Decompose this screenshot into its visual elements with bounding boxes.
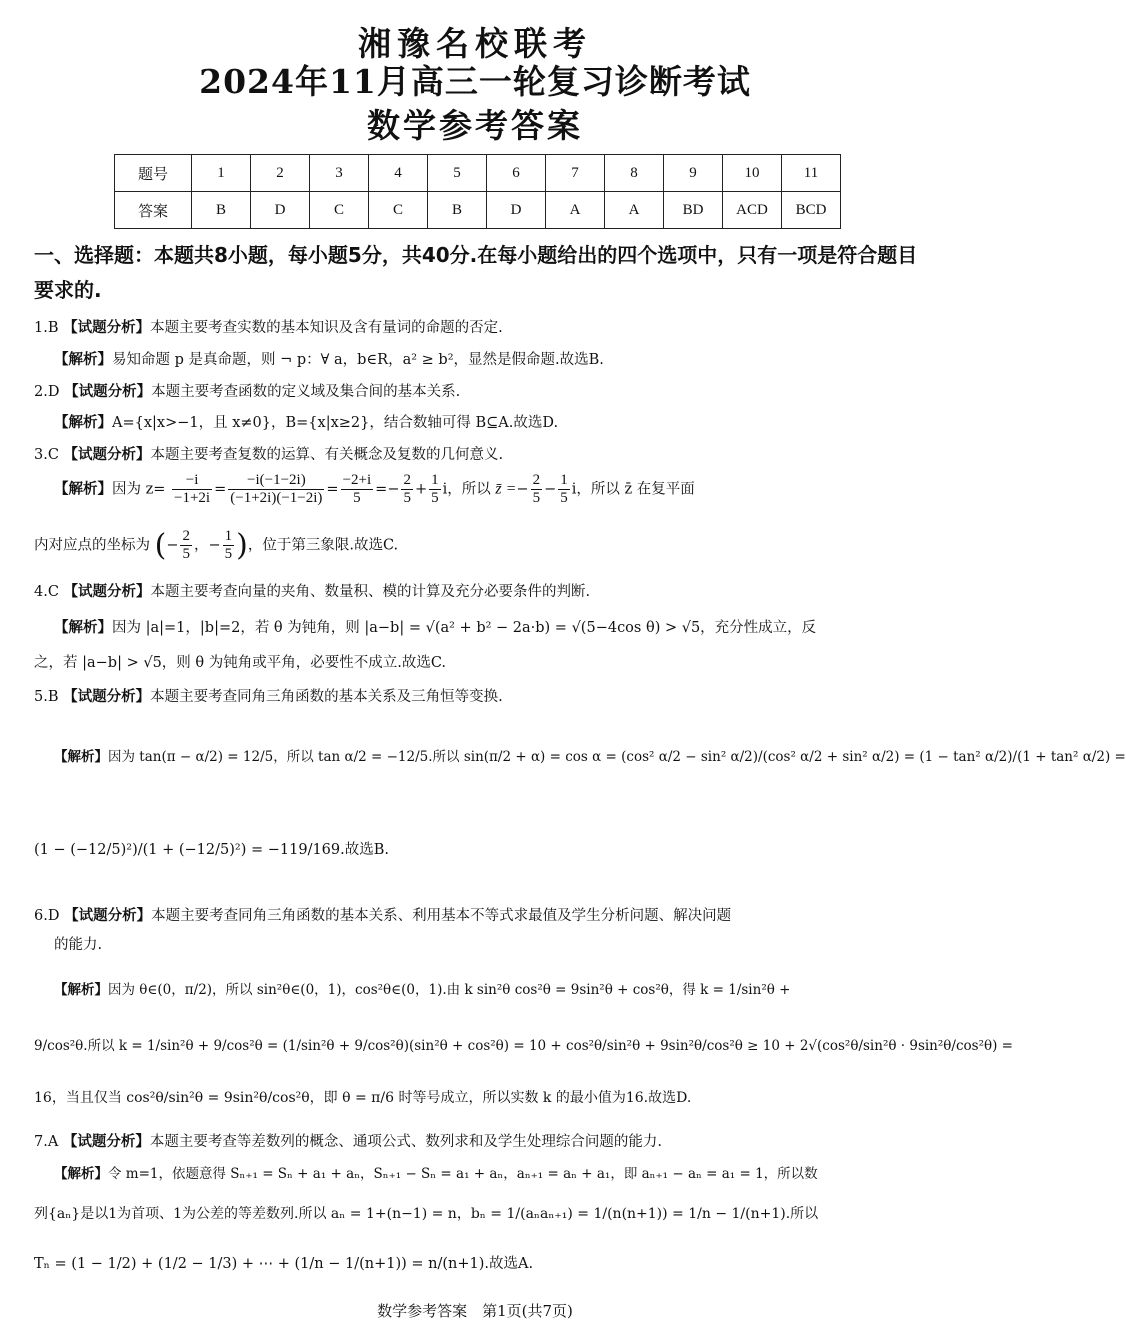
solution-text: (1 − (−12/5)²)/(1 + (−12/5)²) = −119/169.故选B. xyxy=(34,842,390,858)
fraction xyxy=(228,472,324,507)
fraction-numerator: 1 xyxy=(560,472,568,488)
table-cell: C xyxy=(369,192,428,229)
page-footer: 数学参考答案 第1页(共7页) xyxy=(377,1302,573,1320)
solution-text: 因为 tan(π − α/2) = 12/5，所以 tan α/2 = −12/5.所以 sin(π/2 + α) = cos α = (cos² α/2 − sin² α/2)/(cos² α/2 + sin² α/2) = (1 − tan² α/2)/(1 + tan² α/2) = xyxy=(108,749,1126,765)
table-cell: 4 xyxy=(369,155,428,192)
table-cell: 7 xyxy=(546,155,605,192)
equals-sign: = xyxy=(214,481,227,498)
question-6-analysis-cont xyxy=(54,933,924,954)
question-number: 1.B xyxy=(34,320,59,336)
exam-name-title: 2024年11月高三一轮复习诊断考试 xyxy=(199,62,751,101)
question-5-solution-line2 xyxy=(34,838,924,859)
table-cell: BCD xyxy=(782,192,841,229)
table-cell: 2 xyxy=(251,155,310,192)
answer-table-answer-row xyxy=(115,192,841,229)
question-7-solution-line3 xyxy=(34,1252,924,1273)
table-header-answer: 答案 xyxy=(115,192,192,229)
fraction-numerator: 1 xyxy=(224,528,233,544)
fraction xyxy=(558,472,570,507)
solution-text: 9/cos²θ.所以 k = 1/sin²θ + 9/cos²θ = (1/sin²θ + 9/cos²θ)(sin²θ + cos²θ) = 10 + cos²θ/sin²θ + 9sin²θ/cos²θ ≥ 10 + 2√(cos²θ/sin²θ · 9sin²θ/cos²θ) = xyxy=(34,1038,1013,1054)
solution-label: 【解析】 xyxy=(54,481,112,498)
conjugate-symbol: z̄ = xyxy=(495,480,517,498)
analysis-text: 本题主要考查函数的定义域及集合间的基本关系. xyxy=(151,384,461,400)
solution-label: 【解析】 xyxy=(54,982,108,998)
analysis-text: 本题主要考查复数的运算、有关概念及复数的几何意义. xyxy=(150,447,504,463)
solution-label: 【解析】 xyxy=(54,1166,108,1182)
fraction-denominator: 5 xyxy=(353,490,361,506)
solution-text: 列{aₙ}是以1为首项、1为公差的等差数列.所以 aₙ = 1+(n−1) = n，bₙ = 1/(aₙaₙ₊₁) = 1/(n(n+1)) = 1/n − 1/(n+1).所以 xyxy=(34,1206,819,1222)
analysis-text: 本题主要考查向量的夹角、数量积、模的计算及充分必要条件的判断. xyxy=(150,584,591,600)
analysis-text: 本题主要考查等差数列的概念、通项公式、数列求和及学生处理综合问题的能力. xyxy=(149,1134,663,1150)
minus-sign: − xyxy=(166,537,179,554)
fraction-denominator: 5 xyxy=(560,490,568,506)
question-5-analysis xyxy=(34,685,924,706)
question-number: 7.A xyxy=(34,1134,59,1150)
table-cell: B xyxy=(428,192,487,229)
equals-sign: = xyxy=(375,481,388,498)
question-6-solution-line1 xyxy=(54,978,924,998)
fraction xyxy=(401,472,413,507)
solution-label: 【解析】 xyxy=(54,749,108,765)
question-2-solution xyxy=(54,411,924,432)
question-number: 6.D xyxy=(34,908,60,924)
table-cell: 9 xyxy=(664,155,723,192)
table-cell: 5 xyxy=(428,155,487,192)
table-cell: A xyxy=(605,192,664,229)
fraction-numerator: −i(−1−2i) xyxy=(228,472,324,490)
question-number: 3.C xyxy=(34,447,59,463)
comma: ， xyxy=(193,537,209,554)
fraction-numerator: −i xyxy=(172,472,212,490)
analysis-label: 【试题分析】 xyxy=(63,320,151,336)
question-1-solution xyxy=(54,348,924,369)
analysis-label: 【试题分析】 xyxy=(64,384,152,400)
equals-sign: = xyxy=(326,481,339,498)
solution-label: 【解析】 xyxy=(54,352,112,368)
fraction-denominator: 5 xyxy=(431,490,439,506)
table-cell: D xyxy=(251,192,310,229)
minus-sign: − xyxy=(516,481,529,498)
table-cell: C xyxy=(310,192,369,229)
question-4-solution-line2 xyxy=(34,651,924,672)
question-6-analysis xyxy=(34,904,924,925)
question-4-solution-line1 xyxy=(54,616,924,637)
solution-text: 之，若 |a−b| > √5，则 θ 为钝角或平角，必要性不成立.故选C. xyxy=(34,655,447,671)
solution-text: i，所以 xyxy=(442,481,491,498)
document-title: 数学参考答案 xyxy=(367,106,583,145)
table-header-number: 题号 xyxy=(115,155,192,192)
fraction-denominator: (−1+2i)(−1−2i) xyxy=(230,490,323,506)
fraction-numerator: 2 xyxy=(403,472,411,488)
question-7-solution-line2 xyxy=(34,1203,924,1223)
solution-label: 【解析】 xyxy=(54,620,112,636)
fraction-numerator: 1 xyxy=(431,472,439,488)
table-cell: A xyxy=(546,192,605,229)
question-number: 2.D xyxy=(34,384,60,400)
question-1-analysis xyxy=(34,316,924,337)
solution-text: 因为 θ∈(0，π/2)，所以 sin²θ∈(0，1)，cos²θ∈(0，1).由 k sin²θ cos²θ = 9sin²θ + cos²θ，得 k = 1/sin²θ + xyxy=(108,982,791,998)
fraction xyxy=(172,472,212,507)
answer-table xyxy=(114,154,841,229)
question-4-analysis xyxy=(34,580,924,601)
solution-text: 16，当且仅当 cos²θ/sin²θ = 9sin²θ/cos²θ，即 θ = π/6 时等号成立，所以实数 k 的最小值为16.故选D. xyxy=(34,1090,692,1106)
fraction-numerator: −2+i xyxy=(342,472,372,488)
fraction xyxy=(531,472,543,507)
question-3-solution-line2: 内对应点的坐标为 (− $\frac{2}{5}$ ，− $\frac{1}{5}$ )，位于第三象限.故选C. xyxy=(34,528,399,563)
minus-sign: − xyxy=(208,537,221,554)
analysis-text: 本题主要考查同角三角函数的基本关系及三角恒等变换. xyxy=(150,689,503,705)
fraction xyxy=(341,472,374,507)
answer-table-number-row xyxy=(115,155,841,192)
fraction xyxy=(180,528,192,563)
table-cell: D xyxy=(487,192,546,229)
fraction-denominator: 5 xyxy=(182,546,190,562)
fraction-numerator: 2 xyxy=(532,472,541,488)
solution-text: 令 m=1，依题意得 Sₙ₊₁ = Sₙ + a₁ + aₙ，Sₙ₊₁ − Sₙ = a₁ + aₙ，aₙ₊₁ = aₙ + a₁，即 aₙ₊₁ − aₙ = a₁ = 1，所以数 xyxy=(108,1166,818,1182)
analysis-label: 【试题分析】 xyxy=(64,908,152,924)
table-cell: 10 xyxy=(723,155,782,192)
question-7-solution-line1 xyxy=(54,1162,924,1182)
question-3-analysis xyxy=(34,443,924,464)
fraction-numerator: 2 xyxy=(182,528,190,544)
table-cell: 11 xyxy=(782,155,841,192)
fraction-denominator: −1+2i xyxy=(174,490,211,506)
solution-text: i，所以 z̄ 在复平面 xyxy=(571,481,695,498)
analysis-label: 【试题分析】 xyxy=(63,689,151,705)
fraction xyxy=(223,528,235,563)
solution-text: ，位于第三象限.故选C. xyxy=(247,537,399,554)
table-cell: 8 xyxy=(605,155,664,192)
plus-sign: + xyxy=(414,481,428,498)
table-cell: ACD xyxy=(723,192,782,229)
solution-text: 因为 |a|=1，|b|=2，若 θ 为钝角，则 |a−b| = √(a² + b² − 2a·b) = √(5−4cos θ) > √5，充分性成立，反 xyxy=(112,620,817,636)
question-7-analysis xyxy=(34,1130,924,1151)
fraction-denominator: 5 xyxy=(224,546,233,562)
analysis-text: 本题主要考查同角三角函数的基本关系、利用基本不等式求最值及学生分析问题、解决问题 xyxy=(151,908,732,924)
exam-org-title: 湘豫名校联考 xyxy=(358,24,592,63)
solution-text: Tₙ = (1 − 1/2) + (1/2 − 1/3) + ⋯ + (1/n − 1/(n+1)) = n/(n+1).故选A. xyxy=(34,1256,534,1272)
question-5-solution-line1 xyxy=(54,745,1126,765)
solution-text: 易知命题 p 是真命题，则 ¬ p：∀ a，b∈R，a² ≥ b²，显然是假命题.故选B. xyxy=(112,352,604,368)
question-6-solution-line3 xyxy=(34,1087,924,1107)
table-cell: 6 xyxy=(487,155,546,192)
analysis-text: 的能力. xyxy=(54,937,103,953)
table-cell: 3 xyxy=(310,155,369,192)
question-2-analysis xyxy=(34,380,924,401)
minus-sign: − xyxy=(544,481,557,498)
fraction-denominator: 5 xyxy=(403,490,411,506)
solution-text: 因为 z= xyxy=(112,481,166,498)
fraction xyxy=(429,472,441,507)
table-cell: B xyxy=(192,192,251,229)
section-heading: 一、选择题：本题共8小题，每小题5分，共40分.在每小题给出的四个选项中，只有一项是符合题目要求的. xyxy=(34,243,918,302)
question-3-solution-line1 xyxy=(54,472,924,507)
table-cell: BD xyxy=(664,192,723,229)
fraction-denominator: 5 xyxy=(532,490,541,506)
solution-text: 内对应点的坐标为 xyxy=(34,537,150,554)
analysis-text: 本题主要考查实数的基本知识及含有量词的命题的否定. xyxy=(150,320,503,336)
analysis-label: 【试题分析】 xyxy=(63,447,151,463)
solution-text: A={x|x>−1，且 x≠0}，B={x|x≥2}，结合数轴可得 B⊆A.故选D. xyxy=(112,415,559,431)
question-number: 4.C xyxy=(34,584,59,600)
minus-sign: − xyxy=(387,481,400,498)
question-6-solution-line2 xyxy=(34,1034,1013,1054)
table-cell: 1 xyxy=(192,155,251,192)
question-number: 5.B xyxy=(34,689,59,705)
analysis-label: 【试题分析】 xyxy=(63,584,151,600)
analysis-label: 【试题分析】 xyxy=(62,1134,150,1150)
solution-label: 【解析】 xyxy=(54,415,112,431)
